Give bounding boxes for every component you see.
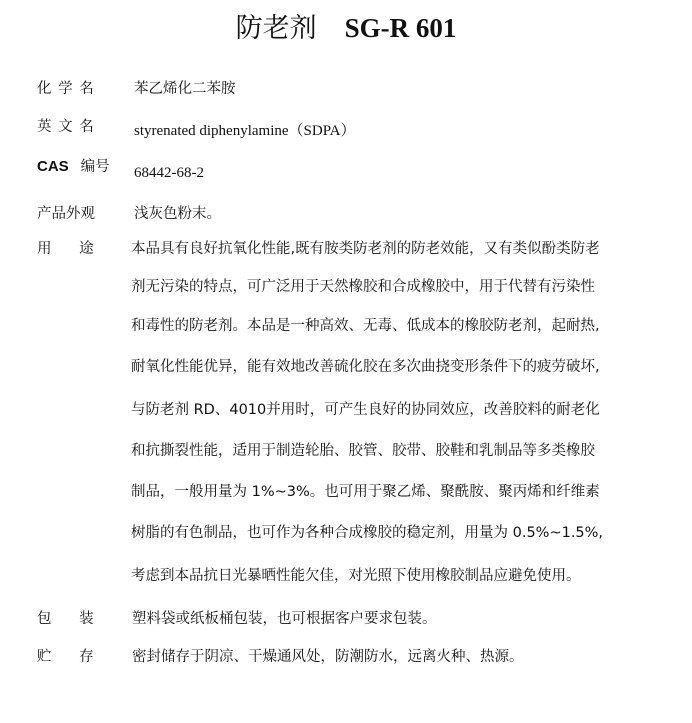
cas-label-bold: CAS xyxy=(37,158,69,175)
usage-line: 制品，一般用量为 1%~3%。也可用于聚乙烯、聚酰胺、聚丙烯和纤维素 xyxy=(131,484,600,500)
usage-line: 本品具有良好抗氧化性能,既有胺类防老剂的防老效能，又有类似酚类防老 xyxy=(131,241,600,257)
usage-line: 考虑到本品抗日光暴晒性能欠佳，对光照下使用橡胶制品应避免使用。 xyxy=(131,568,581,584)
chemical-name-label: 化 学 名 xyxy=(37,81,95,97)
usage-label: 用 途 xyxy=(37,241,94,257)
storage-value: 密封储存于阴凉、干燥通风处，防潮防水，远离火种、热源。 xyxy=(132,649,524,665)
page-title xyxy=(0,8,692,49)
usage-line: 树脂的有色制品，也可作为各种合成橡胶的稳定剂，用量为 0.5%~1.5%, xyxy=(131,525,604,541)
cas-label xyxy=(37,157,110,177)
usage-line: 和抗撕裂性能，适用于制造轮胎、胶管、胶带、胶鞋和乳制品等多类橡胶 xyxy=(131,443,595,459)
usage-line: 与防老剂 RD、4010并用时，可产生良好的协同效应，改善胶料的耐老化 xyxy=(131,402,600,418)
english-name-label: 英 文 名 xyxy=(37,119,95,135)
appearance-label: 产品外观 xyxy=(37,206,95,222)
storage-label: 贮 存 xyxy=(37,649,94,665)
packaging-value: 塑料袋或纸板桶包装，也可根据客户要求包装。 xyxy=(132,611,437,627)
english-name-value: styrenated diphenylamine（SDPA） xyxy=(134,123,356,139)
title-chinese: 防老剂 xyxy=(235,13,317,44)
appearance-value: 浅灰色粉末。 xyxy=(134,206,221,222)
usage-line: 和毒性的防老剂。本品是一种高效、无毒、低成本的橡胶防老剂，起耐热, xyxy=(131,318,600,334)
cas-label-suffix: 编号 xyxy=(80,159,110,175)
usage-line: 耐氧化性能优异，能有效地改善硫化胶在多次曲挠变形条件下的疲劳破坏, xyxy=(131,359,600,375)
title-product-code: SG-R 601 xyxy=(344,13,457,43)
cas-value: 68442-68-2 xyxy=(134,165,204,181)
packaging-label: 包 装 xyxy=(37,611,94,627)
usage-line: 剂无污染的特点，可广泛用于天然橡胶和合成橡胶中，用于代替有污染性 xyxy=(131,279,595,295)
chemical-name-value: 苯乙烯化二苯胺 xyxy=(134,81,236,97)
